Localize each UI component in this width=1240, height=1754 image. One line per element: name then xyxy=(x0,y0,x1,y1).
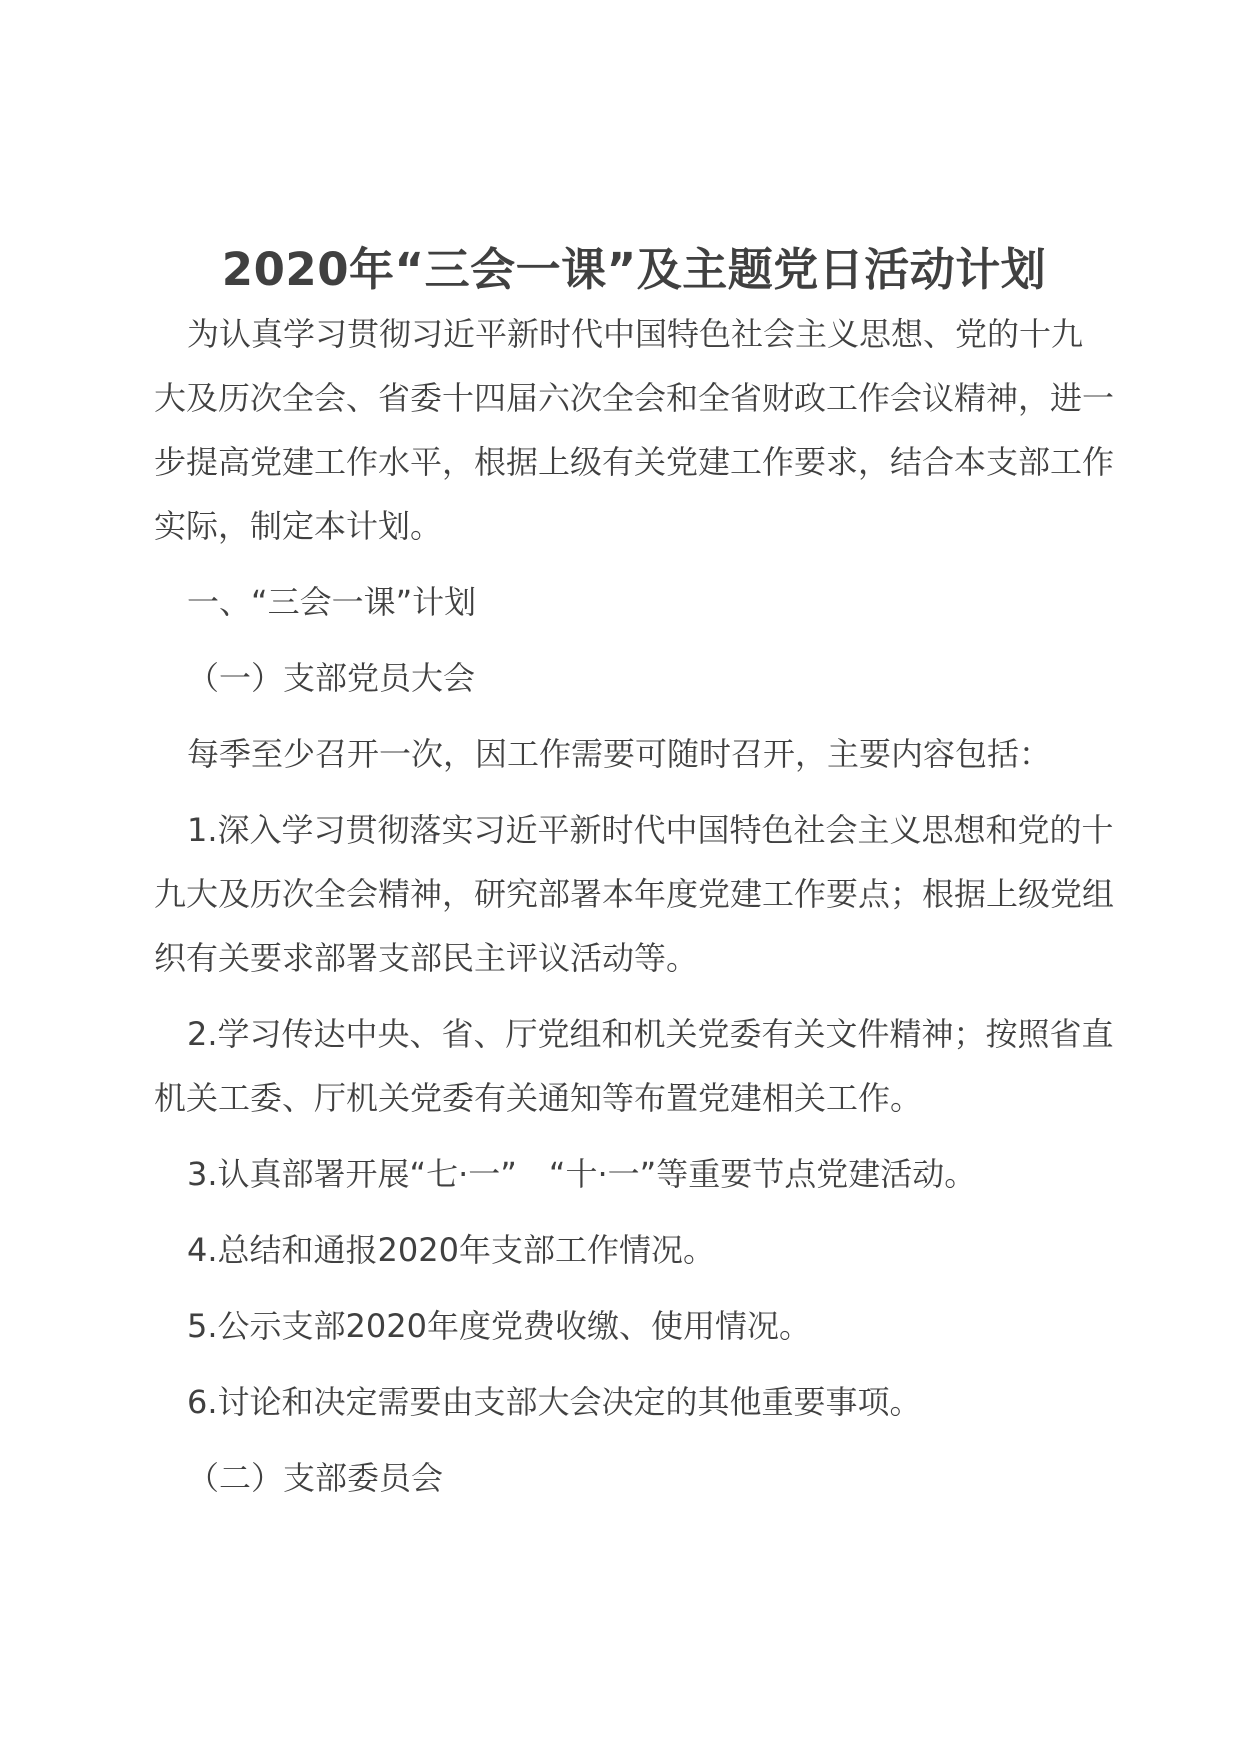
list-item-1: 1.深入学习贯彻落实习近平新时代中国特色社会主义思想和党的十九大及历次全会精神，研究部署本年度党建工作要点；根据上级党组织有关要求部署支部民主评议活动等。 xyxy=(154,811,1115,977)
subsection-heading-branch-committee: （二）支部委员会 xyxy=(187,1459,444,1497)
intro-paragraph: 为认真学习贯彻习近平新时代中国特色社会主义思想、党的十九大及历次全会、省委十四届六次全会和全省财政工作会议精神，进一步提高党建工作水平，根据上级有关党建工作要求，结合本支部工作实际，制定本计划。 xyxy=(154,315,1115,545)
subsection-heading-party-member-meeting: （一）支部党员大会 xyxy=(187,659,476,697)
list-item-2: 2.学习传达中央、省、厅党组和机关党委有关文件精神；按照省直机关工委、厅机关党委有关通知等布置党建相关工作。 xyxy=(154,1015,1114,1117)
meeting-frequency-paragraph: 每季至少召开一次，因工作需要可随时召开，主要内容包括： xyxy=(187,735,1052,773)
section-heading-three-meetings: 一、“三会一课”计划 xyxy=(187,583,477,621)
list-item-5: 5.公示支部2020年度党费收缴、使用情况。 xyxy=(187,1307,811,1345)
document-body xyxy=(154,238,1114,1510)
list-item-4: 4.总结和通报2020年支部工作情况。 xyxy=(187,1231,715,1269)
list-item-6: 6.讨论和决定需要由支部大会决定的其他重要事项。 xyxy=(187,1383,922,1421)
document-title: 2020年“三会一课”及主题党日活动计划 xyxy=(221,243,1047,296)
list-item-3: 3.认真部署开展“七·一” “十·一”等重要节点党建活动。 xyxy=(187,1155,977,1193)
